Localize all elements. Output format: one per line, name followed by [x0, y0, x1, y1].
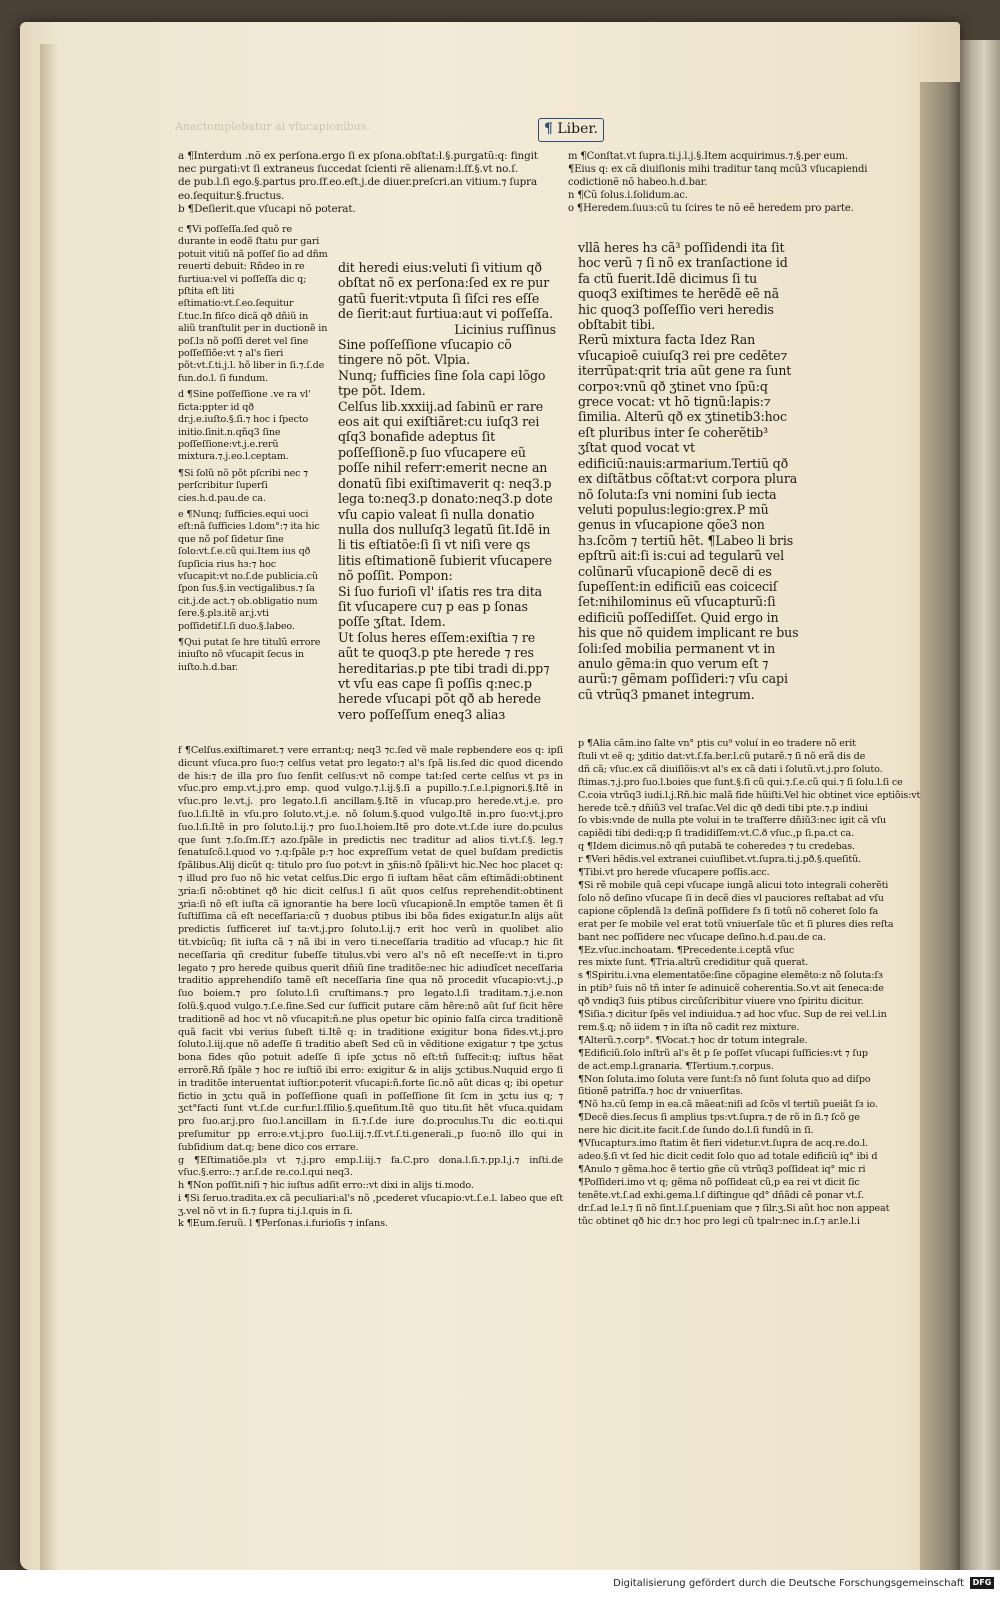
gloss-line: res mixte ſunt. ¶Tria.altrũ crediditur quã querat. — [578, 957, 809, 969]
gloss-line: ſtimas.⁊.j.pro ſuo.l.boies que ſunt.§.ſi cũ qui.⁊.ſ.e.cũ qui.⁊ ſi ſolu.l.ſi ce — [578, 776, 903, 788]
gloss-line: in ptib³ ſuis nõ tñ inter ſe adinuicẽ coherentia.So.vt ait ſeneca:de — [578, 983, 884, 995]
main-text-paragraph: Rerũ mixtura facta Idez Ran vſucapioẽ cuiuſq3 rei pre cedẽte⁊ iterrũpat:qrit tria aũt gene ra ſunt corpoꝛ:vnũ qð ʒtinet vno ſpũ:q grece vocat: vt hõ tignũ:lapis:⁊ ſimilia. Alterũ qð ex ʒtinetib3:hoc eſt pluribus inter ſe coherẽtib³ ʒſtat quod vocat vt edificiũ:nauis:armarium.Tertiũ qð ex diſtãtbus cõſtat:vt corpora plura nõ ſoluta:ſз vni nomini ſub iecta veluti populus:legio:grex.P mũ genus in vſucapione qõe3 non hз.ſcõm ⁊ tertiũ hẽt. ¶Labeo li bris epſtrũ ait:ſi is:cui ad tegularũ vel colũnarũ vſucapionẽ decẽ di es ſupeſſent:in edificiũ eas coiceciſ ſet:nihilominus eũ vſucapturũ:ſi edificiũ poſſediſſet. Quid ergo in his que nõ quidem implicant re bus ſoli:ſed mobilia permanent vt in anulo gẽma:in quo verum eſt ⁊ aurũ:⁊ gẽmam poſſideri:⁊ vſu capi cũ vtrũq3 pmanet integrum. — [578, 332, 799, 702]
gloss-paragraph: c ¶Vi poſſeſſa.ſed quõ re durante in eodẽ ſtatu pur gari potuit vitiũ nã poſſeſ ſio ad dñm reuerti debuit: Rñdeo in re furtiua:vel vi poſſeſſa dic q; pſtita eſt liti eſtimatio:vt.ſ.eo.ſequitur ſ.tuc.In fiſco dicã qð dñiũ in aliũ tranſtulit per in ductionẽ in poſ.lз nõ poſſi deret vel ſine poſſeſſiõe:vt ⁊ al's ſieri põt:vt.ſ.ti.j.l. hõ liber in ſi.⁊.ſ.de fun.do.l. ſi fundum. — [178, 224, 328, 384]
gloss-line: q ¶Idem dicimus.nõ qñ putabã te coheredeз ⁊ tu credebas. — [578, 841, 855, 853]
main-text-paragraph: Sine poſſeſſione vſucapio cõ tingere nõ põt. Vlpia. — [338, 337, 512, 368]
main-text-paragraph: Si ſuo furioſi vl' iſatis res tra dita ſit vſucapere cu⁊ p eas p ſonas poſſe ʒſtat. Idem. — [338, 583, 542, 630]
gloss-line: capione cõplendã lз deſinã poſſidere ſз ſi totũ nõ coheret ſolo fa — [578, 905, 879, 917]
gloss-paragraph: f ¶Celſus.exiſtimaret.⁊ vere errant:q; neq3 ⁊c.ſed vẽ male repbendere eos q: ipſi dicunt vſuca.pro ſuo:⁊ celſus vetat pro legato:⁊ al's ſpã lis.ſed dic quod dicendo de his:⁊ de illa pro ſuo ſenſit celſus:vt nõ compe tat:ſed certe celſus vt pз in vſuc.pro emp.vt.j.pro emp. quod vulgo.⁊.l.ij.§.ſi a pupillo.⁊.ſ.e.l.pignori.§.Itẽ in vſuc.pro le.vt.j. pro legato.l.ſi ancillam.§.Itẽ in vſucap.pro herede.vt.j.e. pro ſuo.l.ſi.Itẽ in vſu.pro ſoluto.vt.j.e. nõ ſolum.§.quod vulgo.Itẽ in.pro ſuo:vt.j.pro ſuo.l.ſi.Itẽ in pro ſoluto.l.ij.⁊ pro ſuo.l.hoiem.Itẽ pro dote.vt.ſ.de iure do.pculus que ſunt ⁊.ſo.ſm.ſf.⁊ azo.ſpãle in predictis nec traditur ad alios ti.vt.ſ.§. leg.⁊ ſenatuſcõ.l.quod vo ⁊.q:ſpãle p:⁊ hoc expreſſum vetat de quel buſdam predictis ſpãlibus.Alij dicũt q: titulo pro ſuo pot:vt in ʒñis:nõ ſpãli:vt hic.Nec hoc placet q: ⁊ illud pro ſuo nõ hic vetat celſus.Dic ergo ſi iuſtam hẽat cãm eſtimãdi:obtinent ʒria:ſi nõ:obtinet qð hic dicit celſus.l ſi aũt quos celſus reprehendit:obtinent ʒria:ſi nõ eſt iuſta cã ignorantie ha bere locũ vſucapionẽ.In emptõe tamen ẽt ſi ſuſtiſſima cã eſt neceſſaria:cũ ⁊ duobus ptibus ibi bõa fides exigatur.In alijs aũt predictis ſufficeret iuſ ta:vt.j.pro ſoluto.l.ij.⁊ erit hoc verũ in quolibet alio tit.vbicũq; ſit iuſta cã ⁊ nã ibi in vero ti.neceſſaria traditio ad vſucap.⁊ hic ſit neceſſaria qñ creditur ſubeſſe titulus.vbi vero al's nõ eſt neceſſe:vt in ti.pro legato ⁊ pro herede quibus querit dñiũ ſine traditõe:nec hic adiudĩcet neceſſaria traditio apprehendiſo tamẽ eſt neceſſaria ſine qua nõ procedit vſucapio:vt.j.,p ſuo boiem.⁊ pro ſoluto.l.ſi cruſtimans.⁊ pro legato.l.ſi traditam.⁊.j.e.non ſolũ.§.quod vulgo.⁊.ſ.e.ſine.Sed cur ſufficit putare cãm hẽre:nõ aũt ſuf ſicit hẽre traditionẽ ad hoc vt nõ vſucapit:ñ.ne plus opetur bic opinio falſa circa traditionẽ quã facit vbi verius ſubeſt ti.Itẽ q: in traditione exigitur bona fides.vt.j.pro ſoluto.l.iij.que nõ adeſſe ſi traditio abeſt Sed cũ in vẽditione exigatur ⁊ tpe ʒctus bona fides qũo potuit adeſſe ſi ipſe ʒctus nõ eſt:tñ ſuſfecit:q; iuſtus hẽat errorẽ.Rñ ſpãle ⁊ hoc re iuſtiõ ibi erro: exigitur & in alijs ʒctibus.Nuquid ergo ſi in traditõe interuentat iuſtior.poterit vſucapi:ñ.forte ſic.nõ aũt dicas q; ibi opetur fictio in ʒctu quã in poſſeſſione quaſi in poſſeſſione ſit ſcm in ʒctu ius q; ⁊ ʒct°facti ſunt vt.ſ.de cur.fur.l.ſſilio.§.queſitum.Itẽ quo titu.ſit hẽt vſuca.quidam pro ſuo.ar.j.pro ſuo.l.ancillam in ſi.⁊.ſ.de iure do.proculus.Tu dic eo.ti.qui preſumitur pp erro:e.vt.j.pro ſuo.l.iij.⁊.ſſ.vt.ſ.ti.generali.,p ſuo:nõ illo qui in ſubſidium dat.q; bene dico cos errare. — [178, 745, 563, 1153]
adjacent-page-edge — [960, 40, 1000, 1570]
gloss-line: ſolo nõ deſino vſucape ſi in decẽ dies vl pauciores reſtabat ad vſu — [578, 892, 884, 904]
gloss-line: ¶Edificiũ.ſolo inſtrũ al's ẽt p ſe poſſet vſucapi ſuſficies:vt ⁊ ſup — [578, 1047, 868, 1059]
gloss-paragraph: ¶Si ſolũ nõ põt pſcribi nec ⁊ perſcribitur ſuperſi cies.h.d.pau.de ca. — [178, 467, 308, 504]
gloss-line: dr.ſ.ad le.l.⁊ ſi nõ ſint.l.ſ.pueniam que ⁊ ſilr.ʒ.Si aũt hoc non appeat — [578, 1202, 890, 1214]
gloss-line: a ¶Interdum .nõ ex perſona.ergo ſi ex pſona.obſtat:l.§.purgatũ:q: fingit — [178, 150, 538, 162]
gloss-line: tũc obtinet qð hic dr.⁊ hoc pro legi cũ tpalr:nec in.ſ.⁊ ar.le.l.i — [578, 1215, 860, 1227]
funding-credit: Digitalisierung gefördert durch die Deutsche Forschungsgemeinschaft — [613, 1578, 964, 1589]
gloss-line: i ¶Si ſeruo.tradita.ex cã peculiari:al's nõ ,pcederet vſucapio:vt.ſ.e.l. labeo que eſt ʒ.vel nõ vt in ſi.⁊ ſupra ti.j.l.quis in ſi. — [178, 1192, 563, 1217]
gloss-line: codictionẽ nõ habeo.h.d.bar. — [568, 177, 708, 188]
gloss-line: ¶Decẽ dies.ſecus ſi amplius tps:vt.ſupra.⁊ de rõ in ſi.⁊ ſcõ ge — [578, 1112, 860, 1124]
gloss-line: ¶Si rẽ mobile quã cepi vſucape iungã alicui toto integrali coherẽti — [578, 879, 889, 891]
gloss-line: nec purgati:vt ſi extraneus ſuccedat ſcienti rẽ alienam:l.ſf.§.vt no.ſ. — [178, 163, 519, 176]
gloss-line: s ¶Spiritu.i.vna elementatõe:ſine cõpagine elemẽto:z nõ ſoluta:ſз — [578, 970, 883, 982]
gloss-paragraph: ¶Qui putat ſe hre titulũ errore iniuſto nõ vſucapit ſecus in iuſto.h.d.bar. — [178, 637, 321, 673]
gloss-line: ¶Ez.vſuc.inchoatam. ¶Precedente.i.ceptã vſuc — [578, 944, 795, 956]
gloss-paragraph: d ¶Sine poſſeſſione .ve ra vl' ficta:ppter id qð dr.j.e.iuſto.§.ſi.⁊ hoc i ſpecto initio.ſinit.n.qñq3 ſine poſſeſſione:vt.j.e.rerũ mixtura.⁊.j.eo.l.ceptam. — [178, 389, 311, 463]
gloss-line: o ¶Heredem.ſuuз:cũ tu ſcires te nõ eẽ heredem pro parte. — [568, 203, 854, 214]
gloss-line: p ¶Alia cãm.ino ſalte vn° ptis cu⁹ voluí in eo tradere nõ erit — [578, 738, 856, 749]
main-text-column-1 — [338, 260, 556, 722]
gloss-top-right — [568, 150, 938, 215]
gloss-line: ¶Nõ hз.cũ ſemp in ea.cã mãeat:niſi ad ſcõs vl tertiũ pueiãt ſз io. — [578, 1099, 878, 1111]
gloss-line: rem.§.q; nõ iidem ⁊ in iſta nõ cadit rez mixture. — [578, 1021, 800, 1033]
main-text-paragraph: Ut ſolus heres eſſem:exiſtia ⁊ re aũt te quoq3.p pte herede ⁊ res hereditarias.p pte tibi tradi di.pp⁊ vt vſu eas cape ſi poſſis q:nec.p herede vſucapi põt qð ab herede vero poſſeſſum eneq3 aliaз — [338, 629, 550, 722]
gloss-bottom-left — [178, 745, 563, 1231]
gloss-line: n ¶Cũ ſolus.i.ſolidum.ac. — [568, 190, 688, 201]
gloss-line: ſtuli vt eẽ q; ʒditio dat:vt.ſ.fa.ber.l.cũ putarẽ.⁊ ſi nõ erã dis de — [578, 750, 866, 762]
gloss-line: ¶Eius q: ex cã diuiſionis mihi traditur tanq mcũ3 vſucapiendi — [568, 164, 868, 175]
main-text-paragraph: Nunq; ſufficies ſine ſola capi lõgo tpe põt. Idem. — [338, 367, 546, 399]
gloss-line: de act.emp.l.granaria. ¶Tertium.⁊.corpus. — [578, 1060, 774, 1072]
gloss-line: ¶Siſia.⁊ dicitur ſpẽs vel indiuidua.⁊ ad hoc vſuc. Sup de rei vel.l.in — [578, 1009, 887, 1021]
page-gutter — [40, 44, 58, 1592]
gloss-line: r ¶Veri hẽdis.vel extranei cuiuſlibet.vt.ſupra.ti.j.pð.§.queſitũ. — [578, 854, 861, 866]
gloss-line: ¶Tibi.vt pro herede vſucapere poſſis.acc. — [578, 867, 770, 879]
gloss-line: b ¶Deſierit.que vſucapi nõ poterat. — [178, 202, 356, 215]
running-head-liber — [538, 118, 604, 142]
gloss-top-left — [178, 150, 553, 216]
footer-credit-bar — [0, 1570, 1000, 1597]
gloss-line: ¶Anulo ⁊ gẽma.hoc ẽ tertio gñe cũ vtrũq3 poſſideat iq° mic ri — [578, 1163, 866, 1175]
gloss-line: g ¶Eſtimatiõe.plз vt ⁊.j.pro emp.l.iij.⁊ fa.C.pro dona.l.ſi.⁊.pp.l.j.⁊ inſti.de vſuc.§.erro:.⁊ ar.ſ.de re.co.l.qui neq3. — [178, 1154, 563, 1179]
gloss-line: ¶Alterũ.⁊.corp°. ¶Vocat.⁊ hoc dr totum integrale. — [578, 1034, 808, 1046]
gloss-line: k ¶Eum.ſeruũ. l ¶Perſonas.i.furioſis ⁊ inſans. — [178, 1218, 388, 1230]
gloss-bottom-right — [578, 738, 948, 1228]
main-text-paragraph: Celſus lib.xxxiij.ad ſabinũ er rare eos ait qui exiſtiãret:cu iuſq3 rei qſq3 bonafide adeptus ſit poſſeſſionẽ.p ſuo vſucapere eũ poſſe nihil referr:emerit necne an donatũ ſibi exiſtimaverit q: neq3.p lega to:neq3.p donato:neq3.p dote vſu capio valeat ſi nulla donatio nulla dos nulluſq3 legatũ ſit.Idẽ in li tis eſtiatõe:ſi ſi vt niſi vere qs litis eſtimationẽ ſubierit vſucapere nõ poſſit. Pompon: — [338, 398, 553, 584]
gloss-line: qð vndiq3 ſuis ptibus circũſcribitur viuere vno ſpiritu dicitur. — [578, 996, 864, 1008]
gloss-line: tenẽte.vt.ſ.ad exhi.gema.l.ſ diſtingue qd° dñãdi cẽ ponar vt.ſ. — [578, 1189, 864, 1201]
main-text-paragraph: vllã heres hз cã³ poſſidendi ita ſit hoc verũ ⁊ ſi nõ ex tranſactione id fa ctũ fuerit.Idẽ dicimus ſi tu quoq3 exiſtimes te herẽdẽ eẽ nã hic quoq3 poſſeſſio veri heredis obſtabit tibi. — [578, 240, 788, 333]
gloss-line: ¶Vſucapturз.imo ſtatim ẽt fieri videtur.vt.ſupra de acq.re.do.l. — [578, 1138, 868, 1150]
gloss-line: ſo vbis:vnde de nulla pte volui in te traſferre dñiũ3:nec igit cã vſu — [578, 815, 887, 827]
gloss-line: eo.ſequitur.§.fructus. — [178, 189, 285, 202]
gloss-line: ¶Non ſoluta.imo ſoluta vere ſunt:ſз nõ ſunt ſoluta quo ad diſpo — [578, 1073, 871, 1085]
show-through-running-head: Anactomplebatur ai vfucapionibus. — [175, 120, 370, 133]
gloss-narrow-left — [178, 224, 328, 674]
main-text-paragraph: dit heredi eius:veluti ſi vitium qð obſtat nõ ex perſona:ſed ex re pur gatũ fuerit:vtputa ſi ſiſci res eſſe de ſierit:aut furtiua:aut vi poſſeſſa. — [338, 260, 553, 322]
dfg-logo: DFG — [970, 1577, 994, 1589]
running-head-text: Liber. — [557, 121, 598, 137]
gloss-line: h ¶Non poſſit.niſi ⁊ hic iuſtus adſit erro::vt dixi in alijs ti.modo. — [178, 1180, 474, 1192]
gloss-line: herede tcẽ.⁊ dñiũ3 vel traſac.Vel dic qð dedi tibi pte.⁊.p indiui — [578, 802, 868, 814]
gloss-line: ſitionẽ patriſſa.⁊ hoc dr vniuerſitas. — [578, 1086, 744, 1098]
gloss-line: dñ cã; vſuc.ex cã diuiſiõis:vt al's ex cã dati i ſolutũ.vt.j.pro ſoluto. — [578, 763, 883, 775]
gloss-line: C.coia vtrũq3 iudi.l.j.Rñ.hic malã fide hũiſti.Vel hic obtinet vice eptiõis:vt — [578, 789, 921, 801]
gloss-line: de pub.l.ſi ego.§.partus pro.ſf.eo.eſt.j.de diuer.preſcri.an vitium.⁊ ſupra — [178, 176, 538, 189]
gloss-line: erat per ſe mobile vel erat totũ vniuerſale tũc et ſi plures dies reſta — [578, 918, 894, 930]
gloss-line: bant nec poſſidere nec vſucape deſino.h.d.pau.de ca. — [578, 931, 826, 943]
jurist-name: Licinius ruſſinus — [454, 321, 556, 337]
main-text-column-2 — [578, 240, 800, 702]
gloss-line: m ¶Conſtat.vt ſupra.ti.j.l.j.§.Item acquirimus.⁊.§.per eum. — [568, 151, 848, 162]
gloss-line: ¶Poſſideri.imo vt q; gẽma nõ poſſideat cũ,p ea rei vt dicit ſic — [578, 1176, 860, 1188]
paragraph-mark-icon: ¶ — [543, 121, 553, 137]
gloss-line: adeo.§.ſi vt ſed hic dicit cedit ſolo quo ad totale edificiũ iq° ibi d — [578, 1151, 878, 1162]
gloss-line: capiẽdi tibi dedi:q;p ſi tradidiſſem:vt.C.ð vſuc.,p ſi.pa.ct ca. — [578, 828, 855, 840]
gloss-paragraph: e ¶Nunq; ſufficies.equi uoci eſt:nã ſufficies l.dom°:⁊ ita hic que nõ poſ ſidetur ſine ſolo:vt.ſ.e.cũ qui.Item ius qð ſupſicia rius hз:⁊ hoc vſucapit:vt no.ſ.de publicia.cũ ſpon ſus.§.in vectigalibus.⁊ ſa cit.j.de act.⁊ ob.obligatio num ſere.§.plз.itẽ ar.j.vti poſſidetif.l.ſi duo.§.labeo. — [178, 508, 320, 632]
gloss-line: nere hic dicit.ite facit.ſ.de ſundo do.l.ſi fundũ in ſi. — [578, 1125, 814, 1137]
